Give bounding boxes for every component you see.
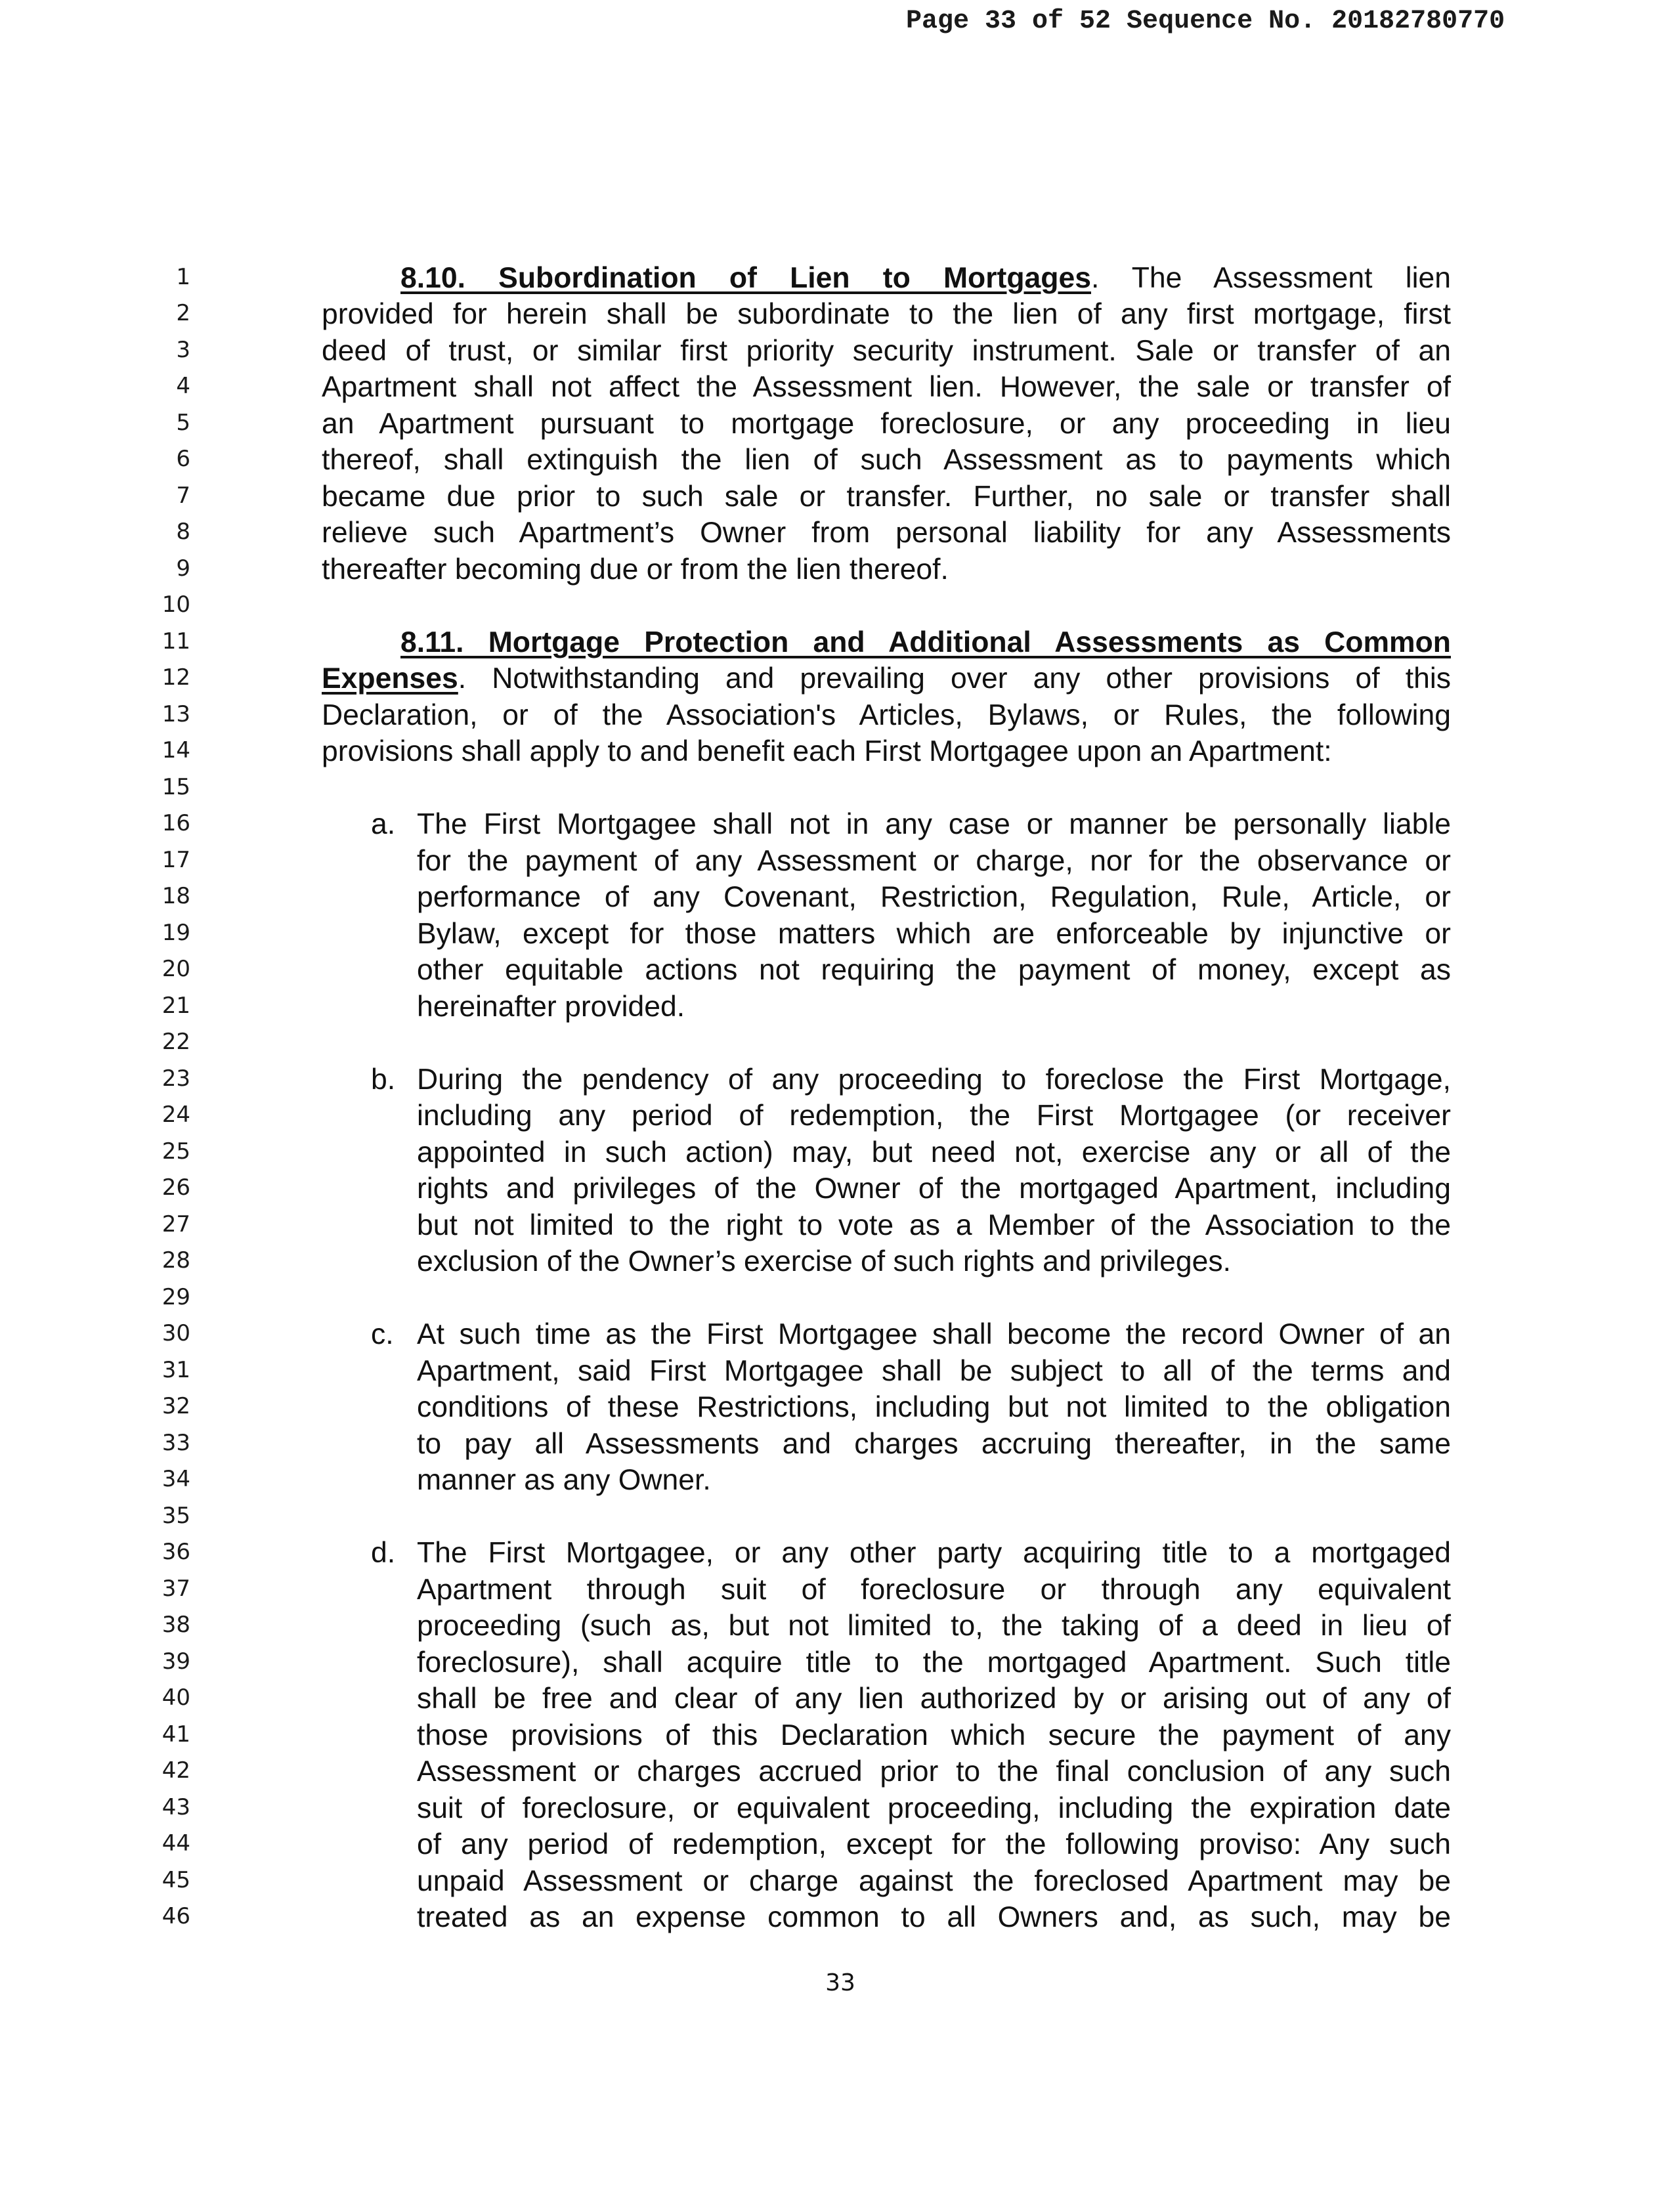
list-item-line: Apartment through suit of foreclosure or through any equivalent [417, 1574, 1451, 1606]
section-heading: 8.11. Mortgage Protection and Additional Assessments as Common [400, 626, 1451, 658]
line-number: 21 [162, 993, 190, 1019]
line-number: 35 [162, 1503, 190, 1529]
paragraph-line: thereafter becoming due or from the lien thereof. [322, 553, 949, 586]
list-item-line: Bylaw, except for those matters which are enforceable by injunctive or [417, 918, 1451, 950]
line-number: 26 [162, 1174, 190, 1201]
list-item-line: for the payment of any Assessment or charge, nor for the observance or [417, 845, 1451, 877]
line-number: 11 [162, 628, 190, 655]
line-number: 22 [162, 1029, 190, 1055]
list-marker: a. [371, 808, 396, 840]
list-marker: d. [371, 1537, 396, 1569]
line-number: 27 [162, 1211, 190, 1237]
line-number: 3 [176, 337, 190, 363]
list-item-line: foreclosure), shall acquire title to the mortgaged Apartment. Such title [417, 1646, 1451, 1679]
list-item-line: rights and privileges of the Owner of the mortgaged Apartment, including [417, 1172, 1451, 1205]
list-item-line: unpaid Assessment or charge against the foreclosed Apartment may be [417, 1865, 1451, 1897]
line-number: 31 [162, 1357, 190, 1383]
list-item-line: manner as any Owner. [417, 1464, 711, 1496]
list-item-line: of any period of redemption, except for the following proviso: Any such [417, 1828, 1451, 1860]
list-item-line: but not limited to the right to vote as a Member of the Association to the [417, 1209, 1451, 1241]
line-number: 36 [162, 1539, 190, 1565]
line-number: 34 [162, 1466, 190, 1492]
line-number: 5 [176, 410, 190, 436]
line-number: 18 [162, 883, 190, 909]
paragraph-line: provisions shall apply to and benefit each First Mortgagee upon an Apartment: [322, 735, 1332, 767]
line-number: 46 [162, 1903, 190, 1929]
line-number: 25 [162, 1138, 190, 1165]
list-item-line: Apartment, said First Mortgagee shall be subject to all of the terms and [417, 1355, 1451, 1387]
line-number: 45 [162, 1867, 190, 1893]
page-number: 33 [825, 1969, 855, 1996]
line-number: 42 [162, 1757, 190, 1784]
line-number: 44 [162, 1830, 190, 1857]
line-number: 16 [162, 810, 190, 836]
line-number: 12 [162, 664, 190, 691]
line-number: 10 [162, 591, 190, 618]
list-item-line: to pay all Assessments and charges accruing thereafter, in the same [417, 1428, 1451, 1460]
line-number: 9 [176, 555, 190, 582]
list-item-line: hereinafter provided. [417, 991, 685, 1023]
line-number: 33 [162, 1430, 190, 1456]
line-number: 40 [162, 1685, 190, 1711]
list-item-line: The First Mortgagee shall not in any case or manner be personally liable [417, 808, 1451, 840]
line-number: 43 [162, 1794, 190, 1820]
list-marker: b. [371, 1063, 396, 1096]
list-marker: c. [371, 1318, 394, 1350]
paragraph-text: . Notwithstanding and prevailing over any other provisions of this [458, 662, 1451, 695]
list-item-line: conditions of these Restrictions, including but not limited to the obligation [417, 1391, 1451, 1423]
list-item-line: exclusion of the Owner’s exercise of such rights and privileges. [417, 1245, 1232, 1278]
line-number: 17 [162, 847, 190, 873]
line-number: 30 [162, 1320, 190, 1346]
list-item-line: During the pendency of any proceeding to foreclose the First Mortgage, [417, 1063, 1451, 1096]
line-number: 15 [162, 774, 190, 800]
list-item-line: appointed in such action) may, but need not, exercise any or all of the [417, 1136, 1451, 1169]
line-number: 28 [162, 1247, 190, 1274]
list-item-line: other equitable actions not requiring the payment of money, except as [417, 954, 1451, 986]
section-heading: 8.10. Subordination of Lien to Mortgages [400, 262, 1091, 294]
paragraph-line: deed of trust, or similar first priority security instrument. Sale or transfer of an [322, 335, 1451, 367]
paragraph-line: Apartment shall not affect the Assessment lien. However, the sale or transfer of [322, 371, 1451, 403]
line-number: 37 [162, 1576, 190, 1602]
line-number: 2 [176, 300, 190, 326]
paragraph-line: Declaration, or of the Association's Articles, Bylaws, or Rules, the following [322, 699, 1451, 731]
line-number: 8 [176, 519, 190, 545]
list-item-line: shall be free and clear of any lien authorized by or arising out of any of [417, 1683, 1451, 1715]
line-number: 39 [162, 1648, 190, 1675]
list-item-line: suit of foreclosure, or equivalent proceeding, including the expiration date [417, 1792, 1451, 1824]
page-header: Page 33 of 52 Sequence No. 20182780770 [906, 7, 1505, 36]
list-item-line: At such time as the First Mortgagee shall become the record Owner of an [417, 1318, 1451, 1350]
line-number: 32 [162, 1393, 190, 1419]
line-number: 23 [162, 1065, 190, 1092]
section-heading-continued: Expenses [322, 662, 458, 695]
paragraph-text: . The Assessment lien [1091, 262, 1451, 294]
line-number: 6 [176, 446, 190, 472]
line-number: 7 [176, 483, 190, 509]
list-item-line: treated as an expense common to all Owners and, as such, may be [417, 1901, 1451, 1933]
line-number: 19 [162, 920, 190, 946]
line-number: 41 [162, 1721, 190, 1748]
section-heading-line [400, 626, 1451, 660]
paragraph-line: provided for herein shall be subordinate to the lien of any first mortgage, first [322, 298, 1451, 330]
list-item-line: including any period of redemption, the First Mortgagee (or receiver [417, 1100, 1451, 1132]
paragraph-line: an Apartment pursuant to mortgage foreclosure, or any proceeding in lieu [322, 408, 1451, 440]
paragraph-line: relieve such Apartment’s Owner from personal liability for any Assessments [322, 517, 1451, 549]
list-item-line: performance of any Covenant, Restriction, Regulation, Rule, Article, or [417, 881, 1451, 913]
list-item-line: proceeding (such as, but not limited to, the taking of a deed in lieu of [417, 1610, 1451, 1642]
paragraph-line: thereof, shall extinguish the lien of such Assessment as to payments which [322, 444, 1451, 476]
line-number: 1 [176, 264, 190, 290]
list-item-line: those provisions of this Declaration which secure the payment of any [417, 1719, 1451, 1751]
paragraph-line: became due prior to such sale or transfer. Further, no sale or transfer shall [322, 481, 1451, 513]
line-number: 4 [176, 373, 190, 399]
list-item-line: The First Mortgagee, or any other party acquiring title to a mortgaged [417, 1537, 1451, 1569]
line-number: 14 [162, 737, 190, 763]
line-number: 20 [162, 956, 190, 982]
paragraph-line [322, 662, 1451, 696]
line-number: 24 [162, 1102, 190, 1128]
line-number: 13 [162, 701, 190, 727]
line-number: 38 [162, 1612, 190, 1638]
line-number: 29 [162, 1284, 190, 1310]
list-item-line: Assessment or charges accrued prior to the final conclusion of any such [417, 1755, 1451, 1788]
section-heading-line [400, 261, 1451, 295]
